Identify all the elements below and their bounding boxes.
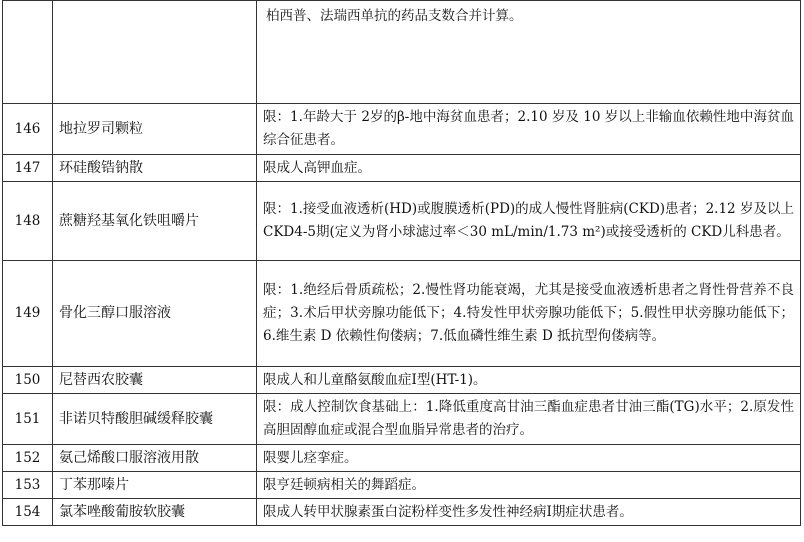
restriction-text: 限婴儿痉挛症。	[257, 445, 801, 472]
restriction-text: 限成人转甲状腺素蛋白淀粉样变性多发性神经病Ⅰ期症状患者。	[257, 499, 801, 526]
drug-name: 氯苯唑酸葡胺软胶囊	[53, 499, 257, 526]
table-row	[3, 182, 801, 261]
row-number: 148	[3, 182, 53, 261]
restriction-text: 限：1.绝经后骨质疏松；2.慢性肾功能衰竭，尤其是接受血液透析患者之肾性骨营养不良症；3.术后甲状旁腺功能低下；4.特发性甲状旁腺功能低下；5.假性甲状旁腺功能低下；6.维生素 D 依赖性佝偻病；7.低血磷性维生素 D 抵抗型佝偻病等。	[257, 261, 801, 367]
restriction-text: 限：1.接受血液透析(HD)或腹膜透析(PD)的成人慢性肾脏病(CKD)患者；2.12 岁及以上 CKD4-5期(定义为肾小球滤过率＜30 mL/min/1.73 m²)或接受透析的 CKD儿科患者。	[257, 182, 801, 261]
table-row	[3, 1, 801, 104]
table-row	[3, 104, 801, 155]
row-number: 152	[3, 445, 53, 472]
drug-name: 尼替西农胶囊	[53, 367, 257, 394]
row-number: 151	[3, 394, 53, 445]
row-number: 154	[3, 499, 53, 526]
restriction-text: 限成人和儿童酪氨酸血症Ⅰ型(HT-1)。	[257, 367, 801, 394]
restriction-text: 限成人高钾血症。	[257, 155, 801, 182]
drug-restriction-table	[2, 0, 801, 526]
drug-name: 环硅酸锆钠散	[53, 155, 257, 182]
row-number	[3, 1, 53, 104]
drug-name: 蔗糖羟基氧化铁咀嚼片	[53, 182, 257, 261]
table-row	[3, 367, 801, 394]
row-number: 153	[3, 472, 53, 499]
table-row	[3, 472, 801, 499]
row-number: 147	[3, 155, 53, 182]
restriction-text: 限：1.年龄大于 2岁的β-地中海贫血患者；2.10 岁及 10 岁以上非输血依赖性地中海贫血综合征患者。	[257, 104, 801, 155]
table-row	[3, 261, 801, 367]
drug-name: 非诺贝特酸胆碱缓释胶囊	[53, 394, 257, 445]
row-number: 146	[3, 104, 53, 155]
table-row	[3, 394, 801, 445]
table-row	[3, 155, 801, 182]
drug-name: 丁苯那嗪片	[53, 472, 257, 499]
drug-name: 骨化三醇口服溶液	[53, 261, 257, 367]
drug-name: 地拉罗司颗粒	[53, 104, 257, 155]
drug-name	[53, 1, 257, 104]
restriction-text: 柏西普、法瑞西单抗的药品支数合并计算。	[257, 1, 801, 104]
row-number: 150	[3, 367, 53, 394]
restriction-text: 限亨廷顿病相关的舞蹈症。	[257, 472, 801, 499]
table-row	[3, 499, 801, 526]
row-number: 149	[3, 261, 53, 367]
table-row	[3, 445, 801, 472]
restriction-text: 限：成人控制饮食基础上：1.降低重度高甘油三酯血症患者甘油三酯(TG)水平；2.原发性高胆固醇血症或混合型血脂异常患者的治疗。	[257, 394, 801, 445]
drug-name: 氨己烯酸口服溶液用散	[53, 445, 257, 472]
